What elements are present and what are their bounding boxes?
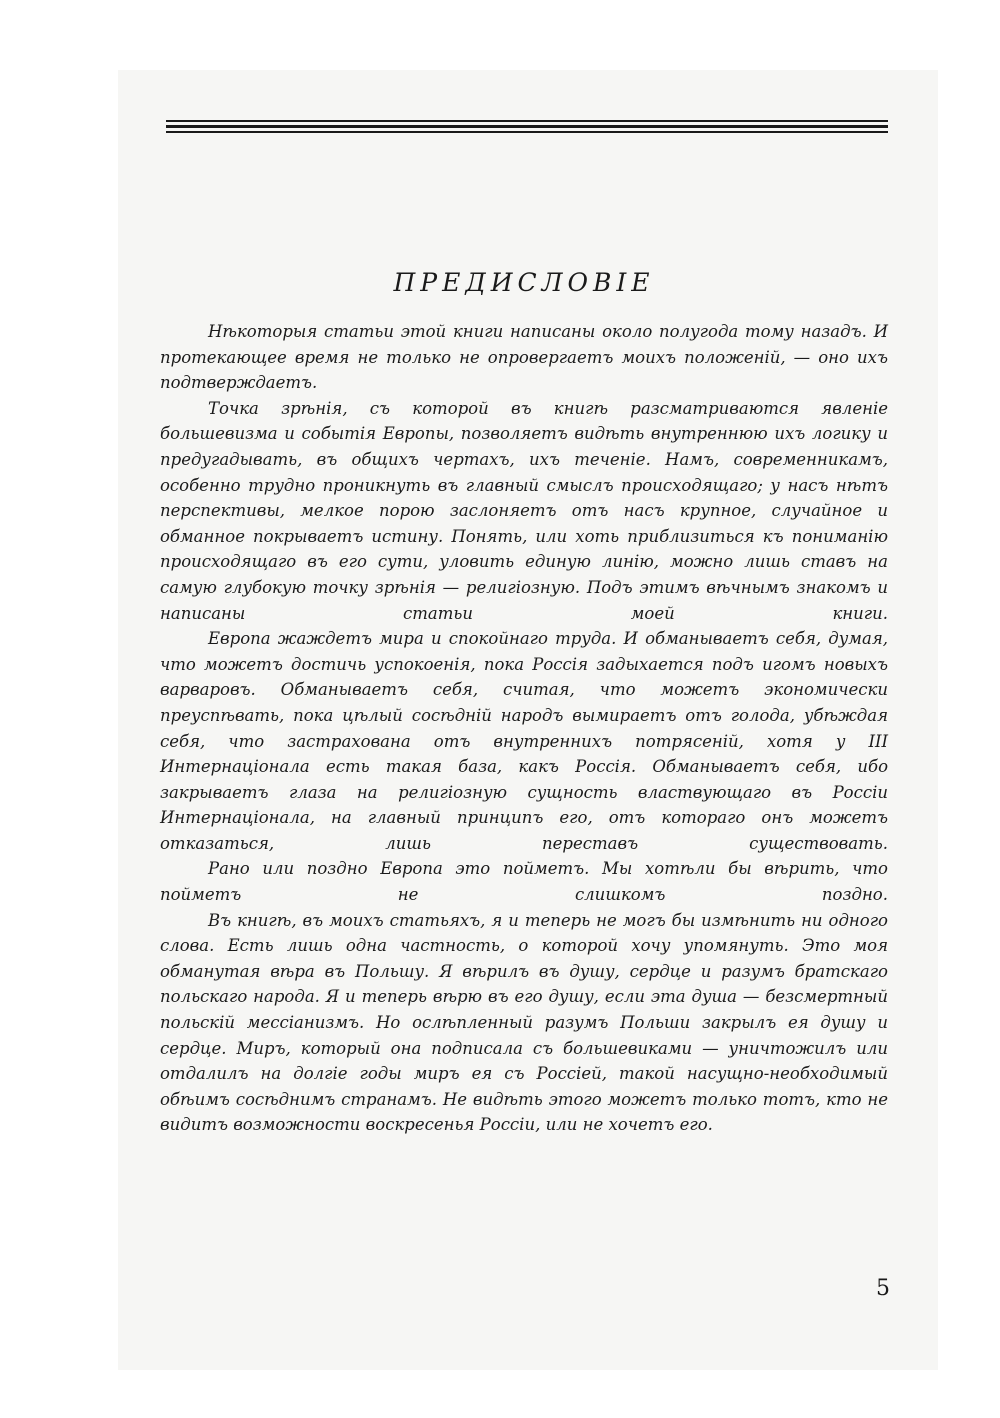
header-rule-middle (166, 125, 888, 128)
chapter-title: ПРЕДИСЛОВІЕ (393, 268, 655, 297)
paragraph-2: Точка зрѣнія, съ которой въ книгѣ разсматриваются явленіе большевизма и событія Европы, позволяетъ видѣть внутреннюю ихъ логику и предугадывать, въ общихъ чертахъ, ихъ теченіе. Намъ, современникамъ, особенно трудно проникнуть въ главный смыслъ происходящаго; у насъ нѣтъ перспективы, мелкое порою заслоняетъ отъ насъ крупное, случайное и обманное покрываетъ истину. Понять, или хоть приблизиться къ пониманію происходящаго въ его сути, уловить единую линію, можно лишь ставъ на самую глубокую точку зрѣнія — религіозную. Подъ этимъ вѣчнымъ знакомъ и написаны статьи моей книги. (160, 398, 888, 623)
page-number: 5 (876, 1276, 890, 1301)
body-text (160, 319, 888, 1138)
header-rule-bottom (166, 131, 888, 133)
paragraph-3: Европа жаждетъ мира и спокойнаго труда. И обманываетъ себя, думая, что можетъ достичь успокоенія, пока Россія задыхается подъ игомъ новыхъ варваровъ. Обманываетъ себя, считая, что можетъ экономически преуспѣвать, пока цѣлый сосѣдній народъ вымираетъ отъ голода, убѣждая себя, что застрахована отъ внутреннихъ потрясеній, хотя у III Интернаціонала есть такая база, какъ Россія. Обманываетъ себя, ибо закрываетъ глаза на религіозную сущность властвующаго въ Россіи Интернаціонала, на главный принципъ его, отъ котораго онъ можетъ отказаться, лишь переставъ существовать. (160, 629, 888, 853)
paragraph-1: Нѣкоторыя статьи этой книги написаны около полугода тому назадъ. И протекающее время не только не опровергаетъ моихъ положеній, — оно ихъ подтверждаетъ. (160, 322, 888, 393)
header-rule-top (166, 120, 888, 122)
paragraph-4: Рано или поздно Европа это пойметъ. Мы хотѣли бы вѣрить, что пойметъ не слишкомъ поздно. (160, 859, 888, 905)
paragraph-5: Въ книгѣ, въ моихъ статьяхъ, я и теперь не могъ бы измѣнить ни одного слова. Есть лишь одна частность, о которой хочу упомянуть. Это моя обманутая вѣра въ Польшу. Я вѣрилъ въ душу, сердце и разумъ братскаго польскаго народа. Я и теперь вѣрю въ его душу, если эта душа — безсмертный польскій мессіанизмъ. Но ослѣпленный разумъ Польши закрылъ ея душу и сердце. Миръ, который она подписала съ большевиками — уничтожилъ или отдалилъ на долгіе годы миръ ея съ Россіей, такой насущно-необходимый обѣимъ сосѣднимъ странамъ. Не видѣть этого можетъ только тотъ, кто не видитъ возможности воскресенья Россіи, или не хочетъ его. (160, 910, 888, 1135)
